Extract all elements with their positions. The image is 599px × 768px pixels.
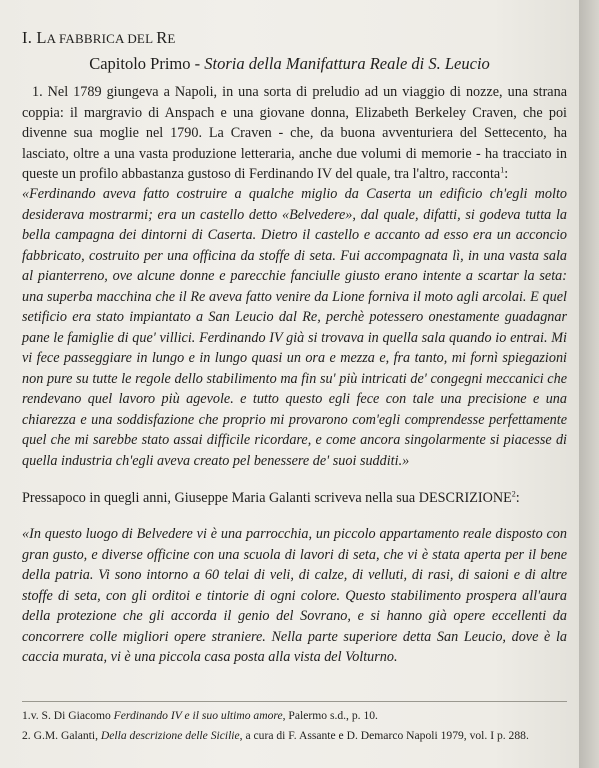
chapter-heading (0, 54, 579, 74)
chapter-number: I. (22, 28, 33, 47)
footnote-1 (22, 708, 567, 724)
chapter-header (22, 28, 176, 48)
footnote-2 (22, 728, 567, 744)
chapter-title-end: E (167, 31, 176, 46)
chapter-heading-title: Storia della Manifattura Reale di S. Leucio (204, 54, 490, 73)
footnote-ref-2: 2 (511, 489, 516, 499)
footnote-2-lead: 2. G.M. Galanti, (22, 729, 101, 742)
chapter-title-first-letter: L (36, 28, 47, 47)
chapter-title-cap-r: R (156, 28, 168, 47)
paragraph-2-text: Pressapoco in quegli anni, Giuseppe Maria Galanti scriveva nella sua DESCRIZIONE (22, 490, 512, 506)
chapter-heading-prefix: Capitolo Primo - (89, 54, 205, 73)
footnote-1-title: Ferdinando IV e il suo ultimo amore (113, 709, 283, 722)
paragraph-1-tail: : (504, 166, 509, 182)
paragraph-1-text: 1. Nel 1789 giungeva a Napoli, in una sorta di preludio ad un viaggio di nozze, una strana coppia: il margravio di Anspach e una giovane donna, Elizabeth Berkeley Craven, che poi divenne sua moglie nel 1790. La Craven - che, da buona avventuriera del Settecento, ha lasciato, oltre a una vasta produzione letteraria, anche due volumi di memorie - ha tracciato in queste un profilo abbastanza gustoso di Ferdinando IV del quale, tra l'altro, racconta (22, 84, 567, 182)
paragraph-1 (22, 82, 567, 185)
footnote-2-title: Della descrizione delle Sicilie (100, 729, 240, 742)
paragraph-2-tail: : (515, 490, 520, 506)
footnote-divider (22, 701, 567, 702)
chapter-title-small-caps: A FABBRICA DEL (46, 31, 157, 46)
footnote-1-lead: 1.v. S. Di Giacomo (22, 709, 114, 722)
paragraph-2 (22, 488, 567, 509)
quote-craven: «Ferdinando aveva fatto costruire a qualche miglio da Caserta un edificio ch'egli molto desiderava mostrarmi; era un castello detto «Belvedere», dal quale, difatti, si godeva tutta la bella campagna dei dintorni di Caserta. Dietro il castello e accanto ad esso era un acconcio fabbricato, costruito per una officina da stoffe di seta. Fui accompagnata lì, in una vasta sala al pianterreno, ove alcune donne e parecchie fanciulle giusto erano intente a scartar la seta: una superba macchina che il Re aveva fatto venire da Lione forniva il moto agli arcolai. E quel setificio era stato impiantato a San Leucio dal Re, perchè potessero onestamente guadagnar pane le famiglie di que' villici. Ferdinando IV già si trovava in quella sala quando io entrai. Mi vi fece passeggiare in lungo e in lungo quasi un ora e mezza e, fra tanto, mi fornì spiegazioni non pure su tutte le regole dello stabilimento ma fin su' più intricati de' congegni meccanici che rendevano quel lavoro più agevole. e tutto questo egli fece con tale una precisione e una chiarezza e una soddisfazione che proprio mi provarono com'egli comprendesse perfettamente quel che mi sarebbe stato assai difficile ricordare, e come ancora singolarmente si piacesse di quella industria ch'egli aveva creato pel benessere de' suoi sudditi.» (22, 186, 567, 469)
facing-page-edge (579, 0, 599, 768)
quote-galanti: «In questo luogo di Belvedere vi è una parrocchia, un piccolo appartamento reale disposto con gran gusto, e diverse officine con una scuola di lavori di seta, che vi è stata aperta per il bene della patria. Vi sono intorno a 60 telai di veli, di calze, di velluti, di rasi, di saioni e di altre stoffe di seta, con gli orditoi e tintorie di ogni colore. Questo stabilimento prospera all'aura della protezione che gli accorda il genio del Sovrano, e si hanno già opere eccellenti da concorrere colle migliori opere straniere. Nella parte superiore detta San Leucio, dove è la caccia murata, vi è una piccola casa posta alla vista del Volturno. (22, 526, 567, 665)
footnote-2-rest: , a cura di F. Assante e D. Demarco Napoli 1979, vol. I p. 288. (239, 729, 529, 742)
footnote-ref-1: 1 (500, 165, 505, 175)
footnote-1-rest: , Palermo s.d., p. 10. (282, 709, 378, 722)
